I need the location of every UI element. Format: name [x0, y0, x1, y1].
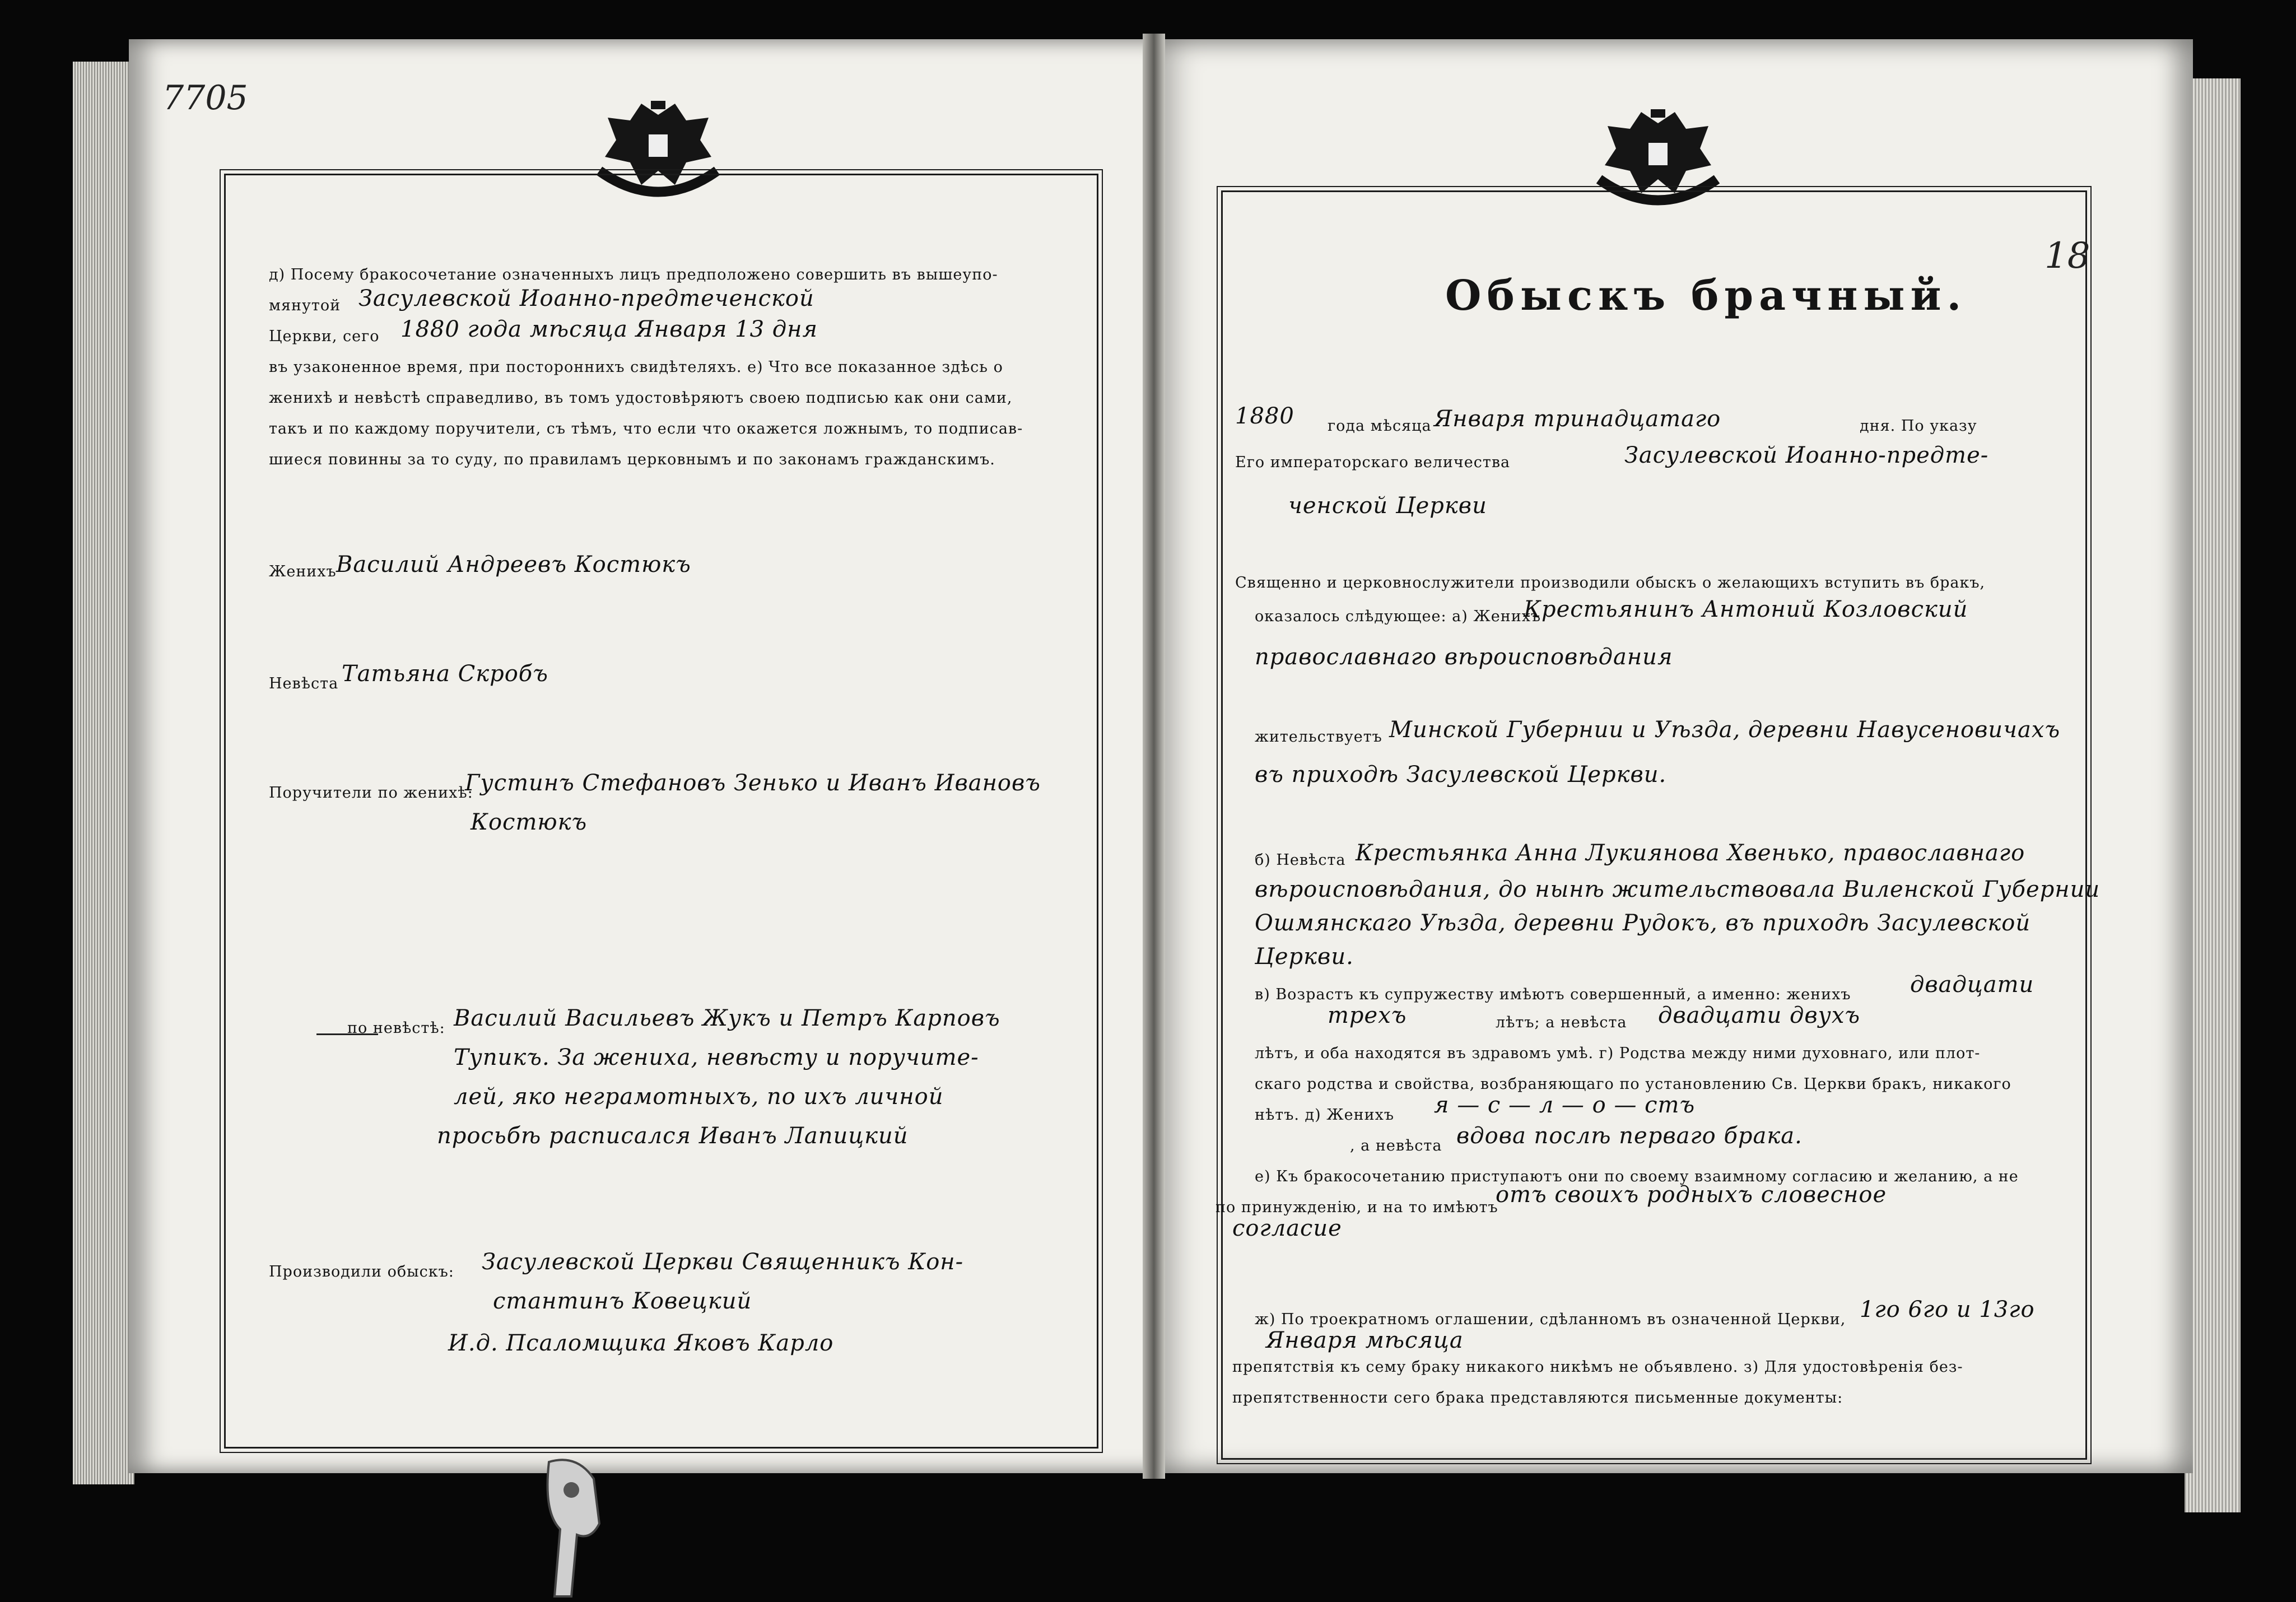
r25-printed: препятственности сего брака представляются письменные документы:	[1232, 1389, 1843, 1407]
groom-age-1: двадцати	[1910, 972, 2034, 998]
r1-handwritten: Января тринадцатаго	[1434, 406, 1721, 432]
bride-description-line-2: вѣроисповѣдания, до нынѣ жительствовала Виленской Губернии	[1255, 877, 2101, 902]
r1-printed-end: дня. По указу	[1860, 417, 1977, 435]
clause-d-line-2: мянутой	[269, 297, 341, 314]
r15-printed: лѣтъ, и оба находятся въ здравомъ умѣ. г) Родства между ними духовнаго, или плот-	[1255, 1045, 1981, 1062]
bride-guarantors-line-4: просьбѣ расписался Иванъ Лапицкий	[437, 1123, 909, 1149]
r1-printed: года мѣсяца	[1328, 417, 1432, 435]
groom-religion: православнаго вѣроисповѣдания	[1255, 644, 1673, 670]
r13-printed: в) Возрастъ къ супружеству имѣютъ совершенный, а именно: женихъ	[1255, 986, 1851, 1003]
groom-age-2: трехъ	[1328, 1003, 1407, 1028]
right-form-frame	[1221, 190, 2087, 1460]
bride-age: двадцати двухъ	[1658, 1003, 1861, 1028]
r4-printed: Священно и церковнослужители производили обыскъ о желающихъ вступить въ бракъ,	[1235, 574, 1986, 592]
r9-printed: б) Невѣста	[1255, 851, 1346, 869]
book-spine	[1143, 34, 1165, 1479]
banns-dates-2: Января мѣсяца	[1266, 1328, 1464, 1353]
r14-printed: лѣтъ; а невѣста	[1496, 1014, 1627, 1031]
bride-description-line-1: Крестьянка Анна Лукиянова Хвенько, православнаго	[1356, 840, 2025, 866]
groom-label: Женихъ	[269, 563, 337, 580]
form-title: Обыскъ брачный.	[1445, 272, 1967, 320]
bride-name: Татьяна Скробъ	[342, 661, 548, 687]
binder-right-edge	[2185, 78, 2241, 1512]
bride-guarantors-line-2: Тупикъ. За жениха, невѣсту и поручите-	[454, 1045, 979, 1070]
groom-guarantors-line-1: Густинъ Стефановъ Зенько и Иванъ Ивановъ	[465, 770, 1041, 796]
clause-d-line-1: д) Посему бракосочетание означенныхъ лицъ предположено совершить въ вышеупо-	[269, 266, 998, 283]
r3-handwritten: ченской Церкви	[1288, 493, 1487, 519]
bride-description-line-3: Ошмянскаго Уѣзда, деревни Рудокъ, въ приходѣ Засулевской	[1255, 910, 2031, 936]
conducted-by-line-2: стантинъ Ковецкий	[493, 1288, 752, 1314]
r16-printed: скаго родства и свойства, возбраняющаго по установлению Св. Церкви бракъ, никакого	[1255, 1075, 2011, 1093]
groom-name: Василий Андреевъ Костюкъ	[336, 552, 691, 578]
groom-parish: въ приходѣ Засулевской Церкви.	[1255, 762, 1667, 788]
r7-printed: жительствуетъ	[1255, 728, 1382, 746]
bride-guarantors-label: по невѣстѣ:	[347, 1019, 445, 1037]
bride-label: Невѣста	[269, 675, 339, 692]
clause-d-line-5: женихѣ и невѣстѣ справедливо, въ томъ удостовѣряютъ своею подписью как они сами,	[269, 389, 1013, 407]
groom-residence: Минской Губернии и Уѣзда, деревни Навусеновичахъ	[1389, 717, 2061, 743]
r22-printed: ж) По троекратномъ оглашении, сдѣланномъ въ означенной Церкви,	[1255, 1311, 1846, 1328]
clause-d-line-6: такъ и по каждому поручители, съ тѣмъ, что если что окажется ложнымъ, то подписав-	[269, 420, 1023, 437]
r18-printed: , а невѣста	[1350, 1137, 1442, 1154]
r5-printed: оказалось слѣдующее: а) Женихъ	[1255, 608, 1541, 625]
church-name-handwritten: Засулевской Иоанно-предтеченской	[358, 286, 814, 311]
r17-printed: нѣтъ. д) Женихъ	[1255, 1106, 1395, 1124]
conducted-by-line-1: Засулевской Церкви Священникъ Кон-	[482, 1249, 964, 1275]
r24-printed: препятствія къ сему браку никакого никѣмъ не объявлено. з) Для удостовѣренія без-	[1232, 1358, 1963, 1376]
groom-guarantors-line-2: Костюкъ	[471, 809, 588, 835]
year-handwritten: 1880	[1235, 403, 1294, 429]
banns-dates-1: 1го 6го и 13го	[1860, 1297, 2035, 1322]
binder-clip	[538, 1456, 611, 1602]
r2-printed: Его императорскаго величества	[1235, 454, 1511, 471]
bride-status: вдова послѣ перваго брака.	[1456, 1123, 1803, 1149]
binder-left-edge	[73, 62, 134, 1484]
r19-printed: е) Къ бракосочетанию приступаютъ они по своему взаимному согласию и желанию, а не	[1255, 1168, 2019, 1185]
bride-guarantors-line-1: Василий Васильевъ Жукъ и Петръ Карповъ	[454, 1005, 1000, 1031]
groom-groom-name: Крестьянинъ Антоний Козловский	[1524, 597, 1968, 622]
groom-guarantors-label: Поручители по женихѣ:	[269, 784, 473, 802]
clause-d-line-4: въ узаконенное время, при постороннихъ свидѣтеляхъ. е) Что все показанное здѣсь о	[269, 358, 1003, 376]
archive-mark: 7705	[162, 78, 248, 118]
r20-printed: по принужденію, и на то имѣютъ	[1215, 1199, 1498, 1216]
marriage-date-handwritten: 1880 года мѣсяца Января 13 дня	[400, 316, 818, 342]
folio-number: 18	[2044, 235, 2090, 277]
bride-guarantors-line-3: лей, яко неграмотныхъ, по ихъ личной	[454, 1084, 944, 1110]
bride-description-line-4: Церкви.	[1255, 944, 1354, 970]
consent-handwritten-2: согласие	[1232, 1216, 1342, 1241]
clause-d-line-7: шиеся повинны за то суду, по правиламъ церковнымъ и по законамъ гражданскимъ.	[269, 451, 995, 468]
consent-handwritten-1: отъ своихъ родныхъ словесное	[1496, 1182, 1887, 1208]
r2-handwritten: Засулевской Иоанно-предте-	[1624, 443, 1989, 468]
conducted-by-line-3: И.д. Псаломщика Яковъ Карло	[448, 1330, 834, 1356]
groom-status: я — с — л — о — стъ	[1434, 1092, 1696, 1118]
clause-d-line-3: Церкви, сего	[269, 328, 380, 345]
conducted-by-label: Производили обыскъ:	[269, 1263, 454, 1280]
